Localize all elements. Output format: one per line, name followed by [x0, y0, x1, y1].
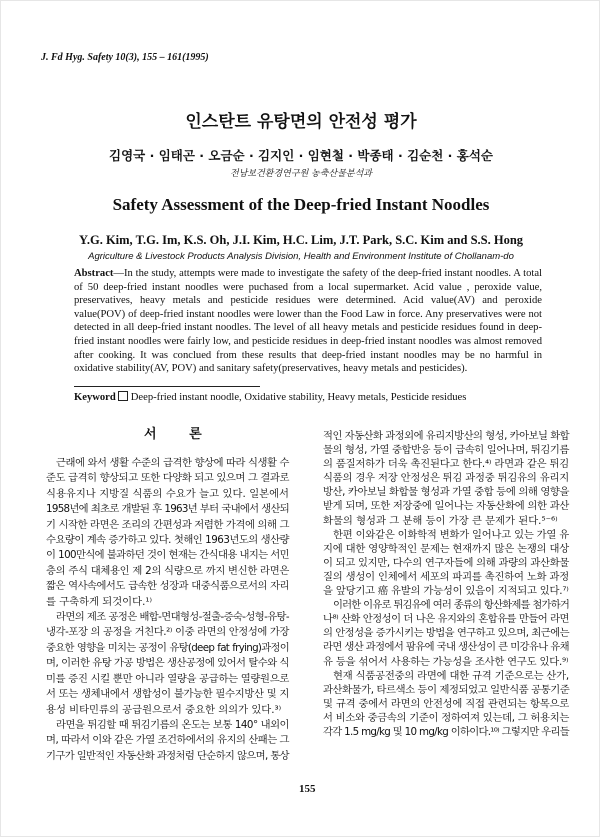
checkbox-square-icon — [118, 391, 128, 401]
body-column-left — [46, 456, 289, 764]
text-line: 준도 급격히 향상되고 또한 다양화 되고 있으며 그 결과로 — [46, 472, 289, 485]
text-line: 짧은 역사속에서도 급속한 성장과 대중식품으로서의 자리 — [46, 580, 289, 593]
text-line: 기 시작한 라면은 조리의 간편성과 저렴한 가격에 의해 그 — [46, 518, 289, 531]
authors-korean: 김영국 · 임태곤 · 오금순 · 김지인 · 임현철 · 박종태 · 김순천 · 홍석순 — [109, 148, 493, 163]
keyword-text: Deep-fried instant noodle, Oxidative stability, Heavy metals, Pesticide residues — [130, 391, 467, 403]
affiliation-english: Agriculture & Livestock Products Analysis Division, Health and Environment Institute of Chollanam-do — [88, 251, 514, 262]
text-line: 이 되고 있지만, 다수의 연구자들에 의해 과량의 과산화물 — [323, 556, 569, 569]
text-line: 의 품질저하가 더욱 촉진된다고 한다.⁴⁾ 라면과 같은 튀김 — [323, 458, 569, 471]
text-line: 기구가 일반적인 자동산화 과정처럼 단순하지 않으며, 통상 — [46, 749, 290, 762]
text-line: 용성 비타민류의 공급원으로서 중요한 의의가 있다.³⁾ — [46, 703, 282, 716]
text-line: 한편 이와같은 이화학적 변화가 일어나고 있는 가열 유 — [333, 528, 569, 541]
abstract-text: —In the study, attempts were made to investigate the safety of the deep-fried instant noodles. A total of 50 deep-fried instant noodles were puchased from a local supermarket. Acid value , peroxide value, preservatives, heavy metals and pesticide residues were determined. Acid value(AV) and peroxide value(POV) of deep-fried instant noodles were lower than the Food Law in force. Any preservatives were not detected in all deep-fried instant noodles. The level of all heavy metals and pesticide residues found in deep-fried instant noodles were fairly low, and pesticide residues in deep-fried instant noodles was almost removed after cooking. It was conclued from these results that deep-fried instant noodles may be no harmful in oxidative stability(AV, POV) and sanitary safety(preservatives, heavy metals and pesticides). — [74, 268, 542, 375]
text-line: 의 안정성을 증가시키는 방법을 연구하고 있으며, 최근에는 — [323, 627, 570, 640]
title-english: Safety Assessment of the Deep-fried Instant Noodles — [112, 195, 490, 214]
text-line: 미를 증진 시킬 뿐만 아니라 열량을 공급하는 열량원으로 — [46, 672, 289, 685]
text-line: 적인 자동산화 과정외에 유리지방산의 형성, 카아보닐 화합 — [323, 430, 570, 442]
section-heading-introduction: 서 론 — [144, 427, 216, 442]
text-line: 서 또는 생체내에서 생합성이 불가능한 필수지방산 및 지 — [46, 688, 289, 701]
journal-citation: J. Fd Hyg. Safety 10(3), 155 – 161(1995) — [41, 52, 209, 63]
text-line: 라면 생산 과정에서 팜유에 국내 생산성이 큰 미강유나 유채 — [323, 641, 569, 654]
keyword-divider — [74, 386, 260, 387]
text-line: 이러한 이유로 튀김유에 여러 종류의 항산화제를 첨가하거 — [333, 599, 569, 612]
text-line: 및 규격 중에서 라면의 안전성에 직접 관련되는 항목으로 — [323, 697, 569, 710]
text-line: 유 등을 섞어서 사용하는 가능성을 조사한 연구도 있다.⁹⁾ — [323, 655, 569, 668]
text-line: 받게 되며, 또한 저장중에 일어나는 자동산화에 의한 과산 — [323, 500, 569, 513]
text-line: 며, 따라서 이와 같은 가열 조건하에서의 유지의 산패는 그 — [46, 734, 289, 747]
text-line: 각각 1.5 mg/kg 및 10 mg/kg 이하이다.¹⁰⁾ 그렇지만 우리들 — [323, 725, 569, 738]
text-line: 며, 이러한 유탕 가공 방법은 생산공정에 있어서 탈수와 식 — [46, 657, 289, 670]
text-line: 현재 식품공전중의 라면에 대한 규격 기준으로는 산가, — [333, 669, 569, 682]
text-line: 나⁸⁾ 산화 안정성이 더 나은 유지와의 혼합유를 만들어 라면 — [323, 613, 569, 626]
text-line: 서 비소와 중금속의 기준이 정하여져 있는데, 그 허용치는 — [323, 711, 569, 724]
title-korean: 인스탄트 유탕면의 안전성 평가 — [185, 112, 417, 132]
text-line: 중요한 영향을 미치는 공정이 유탕(deep fat frying)과정이 — [46, 641, 289, 654]
text-line: 질의 생성이 인체에서 세포의 파괴를 촉진하여 노화 과정 — [323, 570, 569, 583]
text-line: 을 앞당기고 癌 유발의 가능성이 있음이 지적되고 있다.⁷⁾ — [323, 585, 569, 598]
text-line: 1958년에 최초로 개발된 후 1963년 부터 국내에서 생산되 — [46, 503, 289, 516]
text-line: 를 구축하게 되것이다.¹⁾ — [46, 595, 152, 608]
text-line: 화물의 형성과 그 분해 등이 가장 큰 문제가 된다.⁵⁻⁶⁾ — [323, 514, 558, 527]
abstract-block — [74, 267, 542, 405]
text-line: 과산화물가, 타르색소 등이 제정되었고 일반식품 공통기준 — [323, 683, 570, 696]
text-line: 층의 주식 대체용인 제 2의 식량으로 까지 변신한 라면은 — [46, 564, 289, 577]
authors-english: Y.G. Kim, T.G. Im, K.S. Oh, J.I. Kim, H.C. Lim, J.T. Park, S.C. Kim and S.S. Hong — [78, 233, 524, 247]
text-line: 지에 대한 영양학적인 문제는 현재까지 많은 논쟁의 대상 — [323, 542, 569, 555]
text-line: 물의 형성, 가열 중합반응 등이 급속히 일어나며, 튀김기름 — [323, 444, 569, 457]
affiliation-korean: 전남보건환경연구원 농축산물분석과 — [230, 169, 372, 179]
text-line: 근래에 와서 생활 수준의 급격한 향상에 따라 식생활 수 — [56, 457, 290, 469]
keywords — [74, 391, 542, 405]
text-line: 식용유지나 지방질 식품의 수요가 늘고 있다. 일본에서 — [46, 487, 289, 500]
text-line: 라면의 제조 공정은 배합-면대형성-절출-증숙-성형-유탕- — [56, 611, 289, 624]
abstract — [74, 267, 542, 376]
text-line: 이 100만식에 불과하던 것이 현재는 간식대용 내지는 서민 — [46, 549, 289, 562]
text-line: 냉각-포장 의 공정을 거친다.²⁾ 이중 라면의 안정성에 가장 — [46, 626, 289, 639]
text-line: 라면을 튀김할 때 튀김기름의 온도는 보통 140° 내외이 — [56, 718, 289, 731]
keyword-label: Keyword — [74, 391, 116, 403]
page-number: 155 — [299, 783, 316, 795]
text-line: 방산, 카아보닐 화합물 형성과 가열 중합 등에 의해 영향을 — [323, 486, 569, 499]
text-line: 수요량이 계속 증가하고 있다. 첫해인 1963년도의 생산량 — [46, 534, 289, 547]
abstract-label: Abstract — [74, 268, 114, 279]
text-line: 식품의 경우 저장 안정성은 튀김 과정중 튀김유의 유리지 — [323, 472, 569, 485]
body-column-right — [323, 429, 569, 739]
